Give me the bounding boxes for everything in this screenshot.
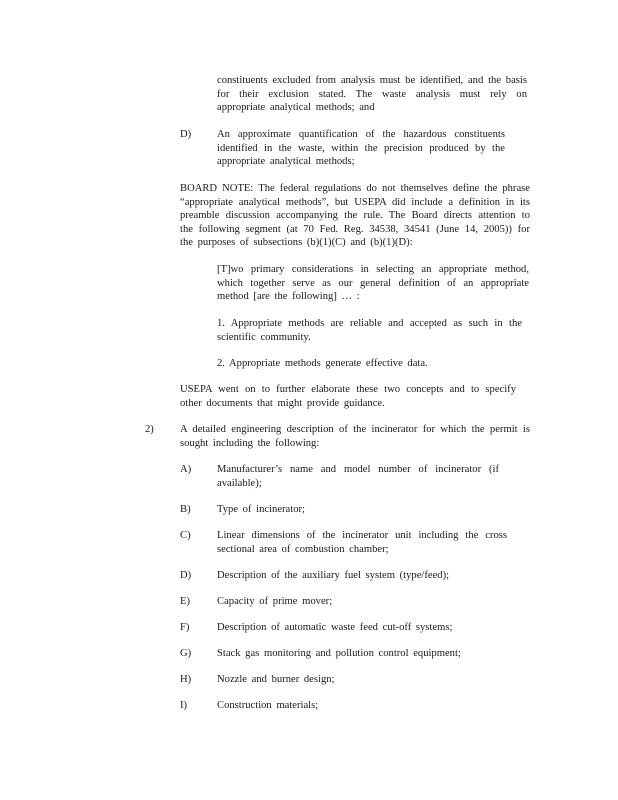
subitem-a-marker: A) <box>180 464 192 475</box>
subitem-e-marker: E) <box>180 596 190 607</box>
subitem-c-text: Linear dimensions of the incinerator unit including the cross sectional area of combustion chamber; <box>217 530 507 555</box>
item-d-text: An approximate quantification of the hazardous constituents identified in the waste, within the precision produced by the appropriate analytical methods; <box>217 129 505 168</box>
subitem-f-marker: F) <box>180 622 190 633</box>
quote-point-1: 1. Appropriate methods are reliable and accepted as such in the scientific community. <box>217 318 522 343</box>
subitem-i-marker: I) <box>180 700 188 711</box>
subitem-a-text: Manufacturer’s name and model number of incinerator (if available); <box>217 464 499 489</box>
quote-point-2: 2. Appropriate methods generate effective data. <box>217 358 428 369</box>
subitem-b-text: Type of incinerator; <box>217 504 305 515</box>
subitem-b-marker: B) <box>180 504 191 515</box>
item-2-marker: 2) <box>145 424 154 435</box>
subitem-h-marker: H) <box>180 674 192 685</box>
subitem-e-text: Capacity of prime mover; <box>217 596 333 607</box>
subitem-f-text: Description of automatic waste feed cut-off systems; <box>217 622 453 633</box>
quote-intro: [T]wo primary considerations in selecting an appropriate method, which together serve as our general definition of an appropriate method [are the following] … : <box>217 264 529 303</box>
subitem-g-text: Stack gas monitoring and pollution control equipment; <box>217 648 461 659</box>
continuation-paragraph: constituents excluded from analysis must be identified, and the basis for their exclusion stated. The waste analysis must rely on appropriate analytical methods; and <box>217 75 527 114</box>
subitem-g-marker: G) <box>180 648 192 659</box>
subitem-d-text: Description of the auxiliary fuel system (type/feed); <box>217 570 450 581</box>
subitem-i-text: Construction materials; <box>217 700 319 711</box>
usepa-note: USEPA went on to further elaborate these two concepts and to specify other documents that might provide guidance. <box>180 384 516 409</box>
board-note: BOARD NOTE: The federal regulations do not themselves define the phrase “appropriate analytical methods”, but USEPA did include a definition in its preamble discussion accompanying the rule. The Board directs attention to the following segment (at 70 Fed. Reg. 34538, 34541 (June 14, 2005)) for the purposes of subsections (b)(1)(C) and (b)(1)(D): <box>180 183 530 249</box>
subitem-d-marker: D) <box>180 570 192 581</box>
item-2-text: A detailed engineering description of the incinerator for which the permit is sought including the following: <box>180 424 530 449</box>
subitem-c-marker: C) <box>180 530 191 541</box>
item-d-marker: D) <box>180 129 192 140</box>
subitem-h-text: Nozzle and burner design; <box>217 674 335 685</box>
